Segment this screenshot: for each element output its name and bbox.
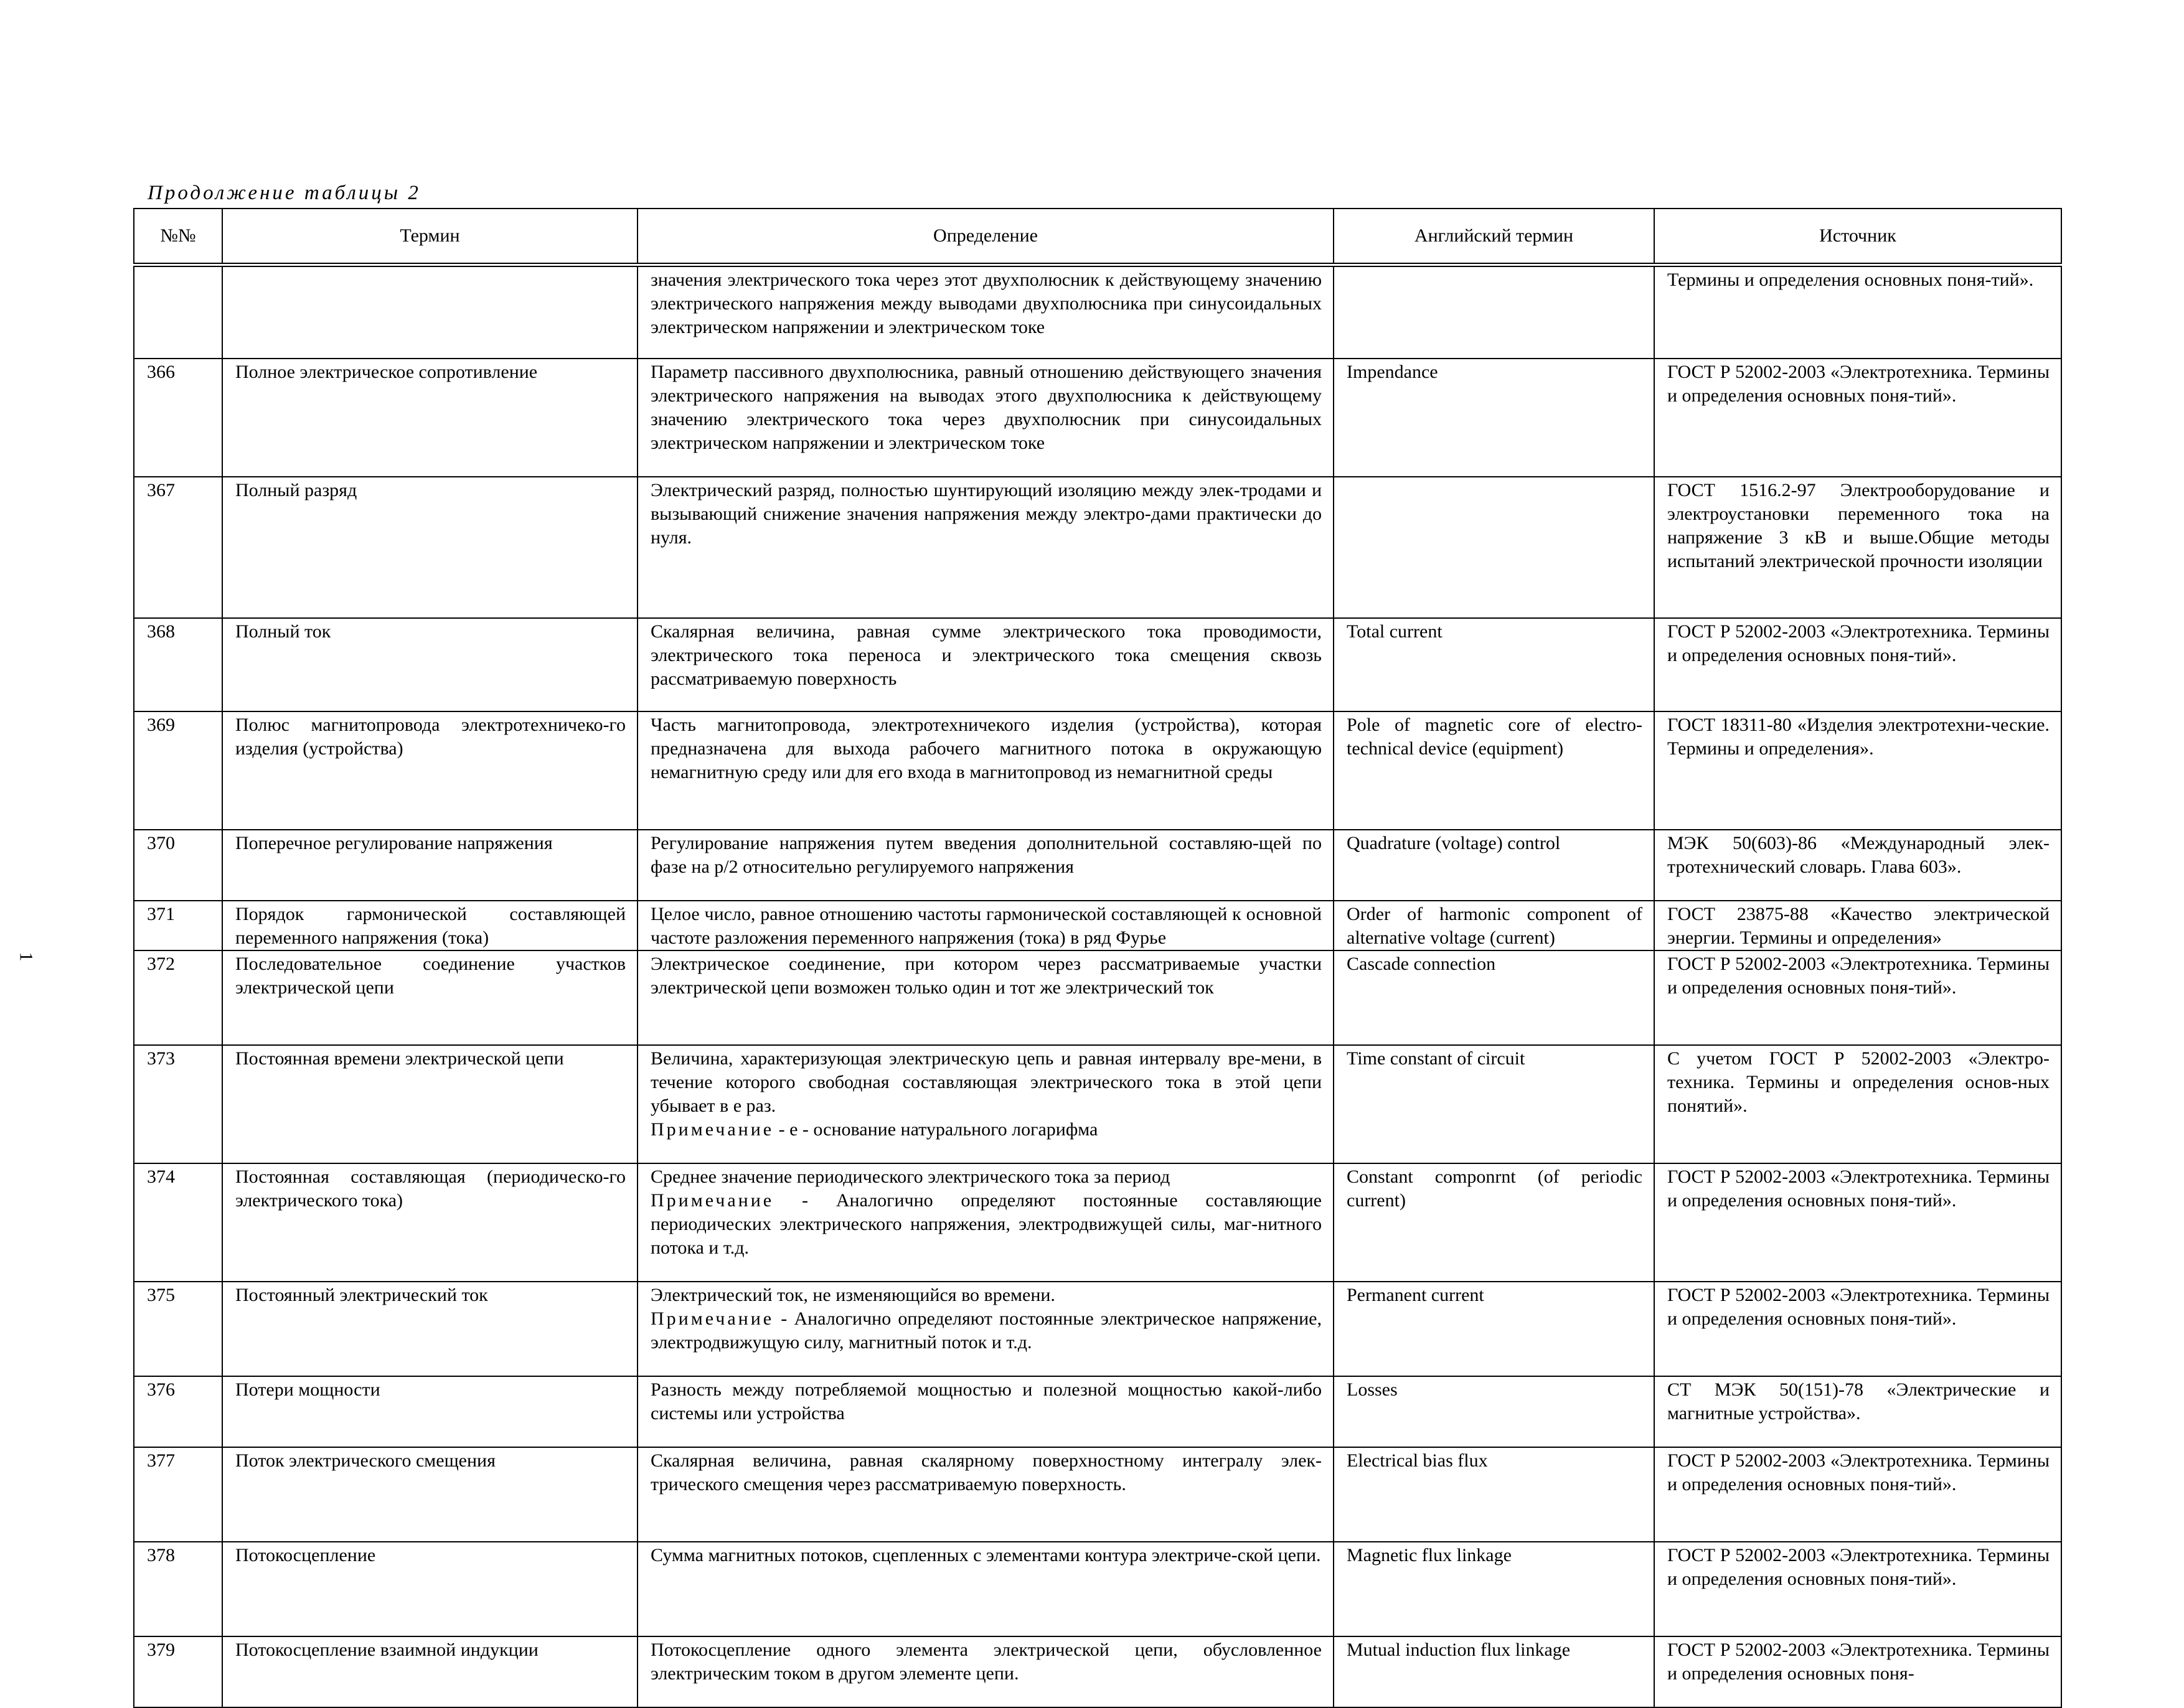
row-source-text: ГОСТ Р 52002-2003 «Электротехника. Термины и определения основных поня-тий». [1667,1284,2050,1329]
row-term [222,477,638,618]
row-definition-text: Разность между потребляемой мощностью и полезной мощностью какой-либо системы или устройства [651,1379,1322,1424]
table-caption: Продолжение таблицы 2 [148,182,421,204]
table-row [134,359,2061,477]
row-term [222,711,638,830]
row-term [222,1376,638,1447]
row-english-term-text: Time constant of circuit [1347,1048,1525,1069]
note-label: Примечание [651,1119,774,1140]
row-number-text: 369 [147,714,175,735]
row-english-term [1334,618,1654,711]
row-term [222,901,638,950]
row-source [1654,265,2061,359]
row-english-term [1334,1282,1654,1376]
row-term-text: Полный разряд [235,479,357,500]
row-definition [638,901,1334,950]
table-row [134,618,2061,711]
row-term-text: Постоянная составляющая (периодическо-го электрического тока) [235,1166,626,1211]
row-number-text: 377 [147,1450,175,1471]
row-source-text: ГОСТ 23875-88 «Качество электрической энергии. Термины и определения» [1667,903,2050,948]
row-definition [638,618,1334,711]
row-number [134,901,222,950]
row-term-text: Порядок гармонической составляющей переменного напряжения (тока) [235,903,626,948]
row-term-text: Постоянная времени электрической цепи [235,1048,564,1069]
column-header-source: Источник [1654,209,2061,265]
row-definition-text: Электрическое соединение, при котором через рассматриваемые участки электрической цепи возможен только один и тот же электрический ток [651,953,1322,998]
row-definition-text: Часть магнитопровода, электротехничекого изделия (устройства), которая предназначена для выхода рабочего магнитного потока в окружающую немагнитную среду или для его входа в магнитопровод из немагнитной среды [651,714,1322,782]
row-definition [638,830,1334,901]
table-row [134,265,2061,359]
row-english-term-text: Quadrature (voltage) control [1347,832,1561,853]
row-source-text: ГОСТ 1516.2-97 Электрооборудование и электроустановки переменного тока на напряжение 3 кВ и выше.Общие методы испытаний электрической прочности изоляции [1667,479,2050,571]
row-term [222,1447,638,1542]
row-term [222,1636,638,1707]
column-header-number: №№ [134,209,222,265]
row-source [1654,1447,2061,1542]
row-term [222,950,638,1045]
row-term-text: Поток электрического смещения [235,1450,496,1471]
row-term-text: Полное электрическое сопротивление [235,361,538,382]
row-term-text: Потокосцепление взаимной индукции [235,1639,539,1660]
row-definition [638,477,1334,618]
row-term [222,1045,638,1163]
table-row [134,901,2061,950]
row-english-term-text: Permanent current [1347,1284,1484,1305]
row-number [134,1045,222,1163]
note-text: - e - основание натурального логарифма [774,1119,1098,1140]
row-term [222,830,638,901]
note-text: - Аналогично определяют постоянные составляющие периодических электрического напряжения, электродвижущей силы, маг-нитного потока и т.д. [651,1190,1322,1258]
row-english-term [1334,1045,1654,1163]
table-header-row [134,209,2061,265]
row-english-term [1334,711,1654,830]
row-number [134,477,222,618]
row-definition [638,1045,1334,1163]
row-definition-text: Параметр пассивного двухполюсника, равный отношению действующего значения электрического напряжения на выводах этого двухполюсника к действующему значению электрического тока через двухполюсник при синусоидальных электрическом напряжении и электрическом токе [651,361,1322,453]
table-row [134,1376,2061,1447]
row-definition [638,711,1334,830]
row-number [134,1542,222,1636]
row-source [1654,1045,2061,1163]
row-definition-text: Электрический разряд, полностью шунтирующий изоляцию между элек-тродами и вызывающий снижение значения напряжения между электро-дами практически до нуля. [651,479,1322,548]
row-english-term [1334,477,1654,618]
row-definition [638,265,1334,359]
row-source-text: ГОСТ Р 52002-2003 «Электротехника. Термины и определения основных поня-тий». [1667,621,2050,665]
row-source-text: ГОСТ Р 52002-2003 «Электротехника. Термины и определения основных поня-тий». [1667,361,2050,406]
table-row [134,1636,2061,1707]
row-definition [638,1636,1334,1707]
column-header-definition: Определение [638,209,1334,265]
row-english-term [1334,1542,1654,1636]
row-number [134,711,222,830]
row-source-text: ГОСТ Р 52002-2003 «Электротехника. Термины и определения основных поня-тий». [1667,1450,2050,1494]
row-english-term-text: Electrical bias flux [1347,1450,1488,1471]
row-number-text: 368 [147,621,175,642]
column-header-english-term: Английский термин [1334,209,1654,265]
row-term [222,1163,638,1282]
table-row [134,830,2061,901]
row-definition [638,359,1334,477]
row-number-text: 366 [147,361,175,382]
table-body [134,265,2061,1707]
row-term [222,265,638,359]
row-definition-text: Сумма магнитных потоков, сцепленных с элементами контура электриче-ской цепи. [651,1544,1321,1565]
row-definition [638,1447,1334,1542]
row-definition [638,1376,1334,1447]
column-header-term: Термин [222,209,638,265]
row-source [1654,830,2061,901]
table-row [134,950,2061,1045]
row-source [1654,359,2061,477]
row-number [134,1282,222,1376]
note-label: Примечание [651,1308,774,1329]
row-definition [638,950,1334,1045]
row-number [134,1163,222,1282]
table-row [134,1447,2061,1542]
row-term [222,1542,638,1636]
row-number-text: 374 [147,1166,175,1187]
row-term-text: Последовательное соединение участков электрической цепи [235,953,626,998]
note-text: - Аналогично определяют постоянные электрическое напряжение, электродвижущую силу, магнитный поток и т.д. [651,1308,1322,1353]
row-number-text: 371 [147,903,175,924]
margin-page-number: 1 [16,952,37,962]
row-english-term-text: Total current [1347,621,1443,642]
row-definition [638,1282,1334,1376]
row-english-term-text: Magnetic flux linkage [1347,1544,1512,1565]
row-source-text: МЭК 50(603)-86 «Международный элек-тротехнический словарь. Глава 603». [1667,832,2050,877]
note-label: Примечание [651,1190,774,1211]
row-source [1654,618,2061,711]
row-definition [638,1163,1334,1282]
row-source-text: С учетом ГОСТ Р 52002-2003 «Электро-техника. Термины и определения основ-ных понятий». [1667,1048,2050,1116]
row-english-term [1334,1636,1654,1707]
row-term-text: Потокосцепление [235,1544,376,1565]
row-english-term [1334,1447,1654,1542]
table-row [134,1163,2061,1282]
row-source-text: ГОСТ Р 52002-2003 «Электротехника. Термины и определения основных поня-тий». [1667,1166,2050,1211]
row-source [1654,950,2061,1045]
row-source [1654,901,2061,950]
row-definition-text: Электрический ток, не изменяющийся во времени. [651,1284,1055,1305]
row-source-text: ГОСТ Р 52002-2003 «Электротехника. Термины и определения основных поня-тий». [1667,1544,2050,1589]
row-number [134,618,222,711]
row-source-text: ГОСТ Р 52002-2003 «Электротехника. Термины и определения основных поня-тий». [1667,953,2050,998]
row-definition-text: Среднее значение периодического электрического тока за период [651,1166,1170,1187]
row-term [222,1282,638,1376]
row-definition [638,1542,1334,1636]
row-definition-text: значения электрического тока через этот двухполюсник к действующему значению электрического напряжения между выводами двухполюсника при синусоидальных электрическом напряжении и электрическом токе [651,270,1322,337]
row-term-text: Постоянный электрический ток [235,1284,488,1305]
row-number [134,950,222,1045]
row-term [222,618,638,711]
row-english-term [1334,830,1654,901]
terms-table [133,208,2062,1708]
row-definition-text: Регулирование напряжения путем введения дополнительной составляю-щей по фазе на p/2 относительно регулируемого напряжения [651,832,1322,877]
row-number [134,830,222,901]
row-definition-text: Скалярная величина, равная скалярному поверхностному интегралу элек-трического смещения через рассматриваемую поверхность. [651,1450,1322,1494]
row-english-term-text: Pole of magnetic core of electro-technical device (equipment) [1347,714,1642,759]
row-english-term-text: Impendance [1347,361,1438,382]
row-english-term [1334,901,1654,950]
row-number-text: 378 [147,1544,175,1565]
row-english-term-text: Mutual induction flux linkage [1347,1639,1571,1660]
row-term-text: Поперечное регулирование напряжения [235,832,553,853]
row-source [1654,1376,2061,1447]
row-number [134,1636,222,1707]
row-definition-text: Потокосцепление одного элемента электрической цепи, обусловленное электрическим током в другом элементе цепи. [651,1639,1322,1684]
row-number [134,1447,222,1542]
row-source-text: СТ МЭК 50(151)-78 «Электрические и магнитные устройства». [1667,1379,2050,1424]
row-number-text: 379 [147,1639,175,1660]
row-number-text: 370 [147,832,175,853]
table-row [134,477,2061,618]
row-number [134,359,222,477]
row-number-text: 367 [147,479,175,500]
row-term-text: Полюс магнитопровода электротехничеко-го изделия (устройства) [235,714,626,759]
row-source [1654,1542,2061,1636]
row-number [134,265,222,359]
row-source [1654,1636,2061,1707]
row-term-text: Полный ток [235,621,331,642]
row-number-text: 372 [147,953,175,974]
table-row [134,1282,2061,1376]
row-source-text: ГОСТ 18311-80 «Изделия электротехни-ческие. Термины и определения». [1667,714,2050,759]
row-english-term [1334,1376,1654,1447]
row-term [222,359,638,477]
row-number-text: 375 [147,1284,175,1305]
row-english-term [1334,265,1654,359]
row-source-text: ГОСТ Р 52002-2003 «Электротехника. Термины и определения основных поня- [1667,1639,2050,1684]
table-row [134,711,2061,830]
row-english-term-text: Cascade connection [1347,953,1496,974]
row-definition-text: Величина, характеризующая электрическую цепь и равная интервалу вре-мени, в течение которого свободная составляющая электрического тока в этой цепи убывает в e раз. [651,1048,1322,1116]
row-english-term-text: Losses [1347,1379,1398,1400]
table-row [134,1542,2061,1636]
row-source [1654,1163,2061,1282]
row-english-term-text: Order of harmonic component of alternative voltage (current) [1347,903,1642,948]
row-definition-text: Скалярная величина, равная сумме электрического тока проводимости, электрического тока переноса и электрического тока смещения сквозь рассматриваемую поверхность [651,621,1322,689]
row-source [1654,1282,2061,1376]
table-row [134,1045,2061,1163]
row-source-text: Термины и определения основных поня-тий». [1667,270,2034,290]
row-number-text: 373 [147,1048,175,1069]
row-source [1654,711,2061,830]
row-english-term [1334,359,1654,477]
row-english-term [1334,950,1654,1045]
row-number [134,1376,222,1447]
row-english-term [1334,1163,1654,1282]
row-number-text: 376 [147,1379,175,1400]
row-term-text: Потери мощности [235,1379,380,1400]
row-definition-text: Целое число, равное отношению частоты гармонической составляющей к основной частоте разложения переменного напряжения (тока) в ряд Фурье [651,903,1322,948]
row-source [1654,477,2061,618]
row-english-term-text: Constant componrnt (of periodic current) [1347,1166,1642,1211]
